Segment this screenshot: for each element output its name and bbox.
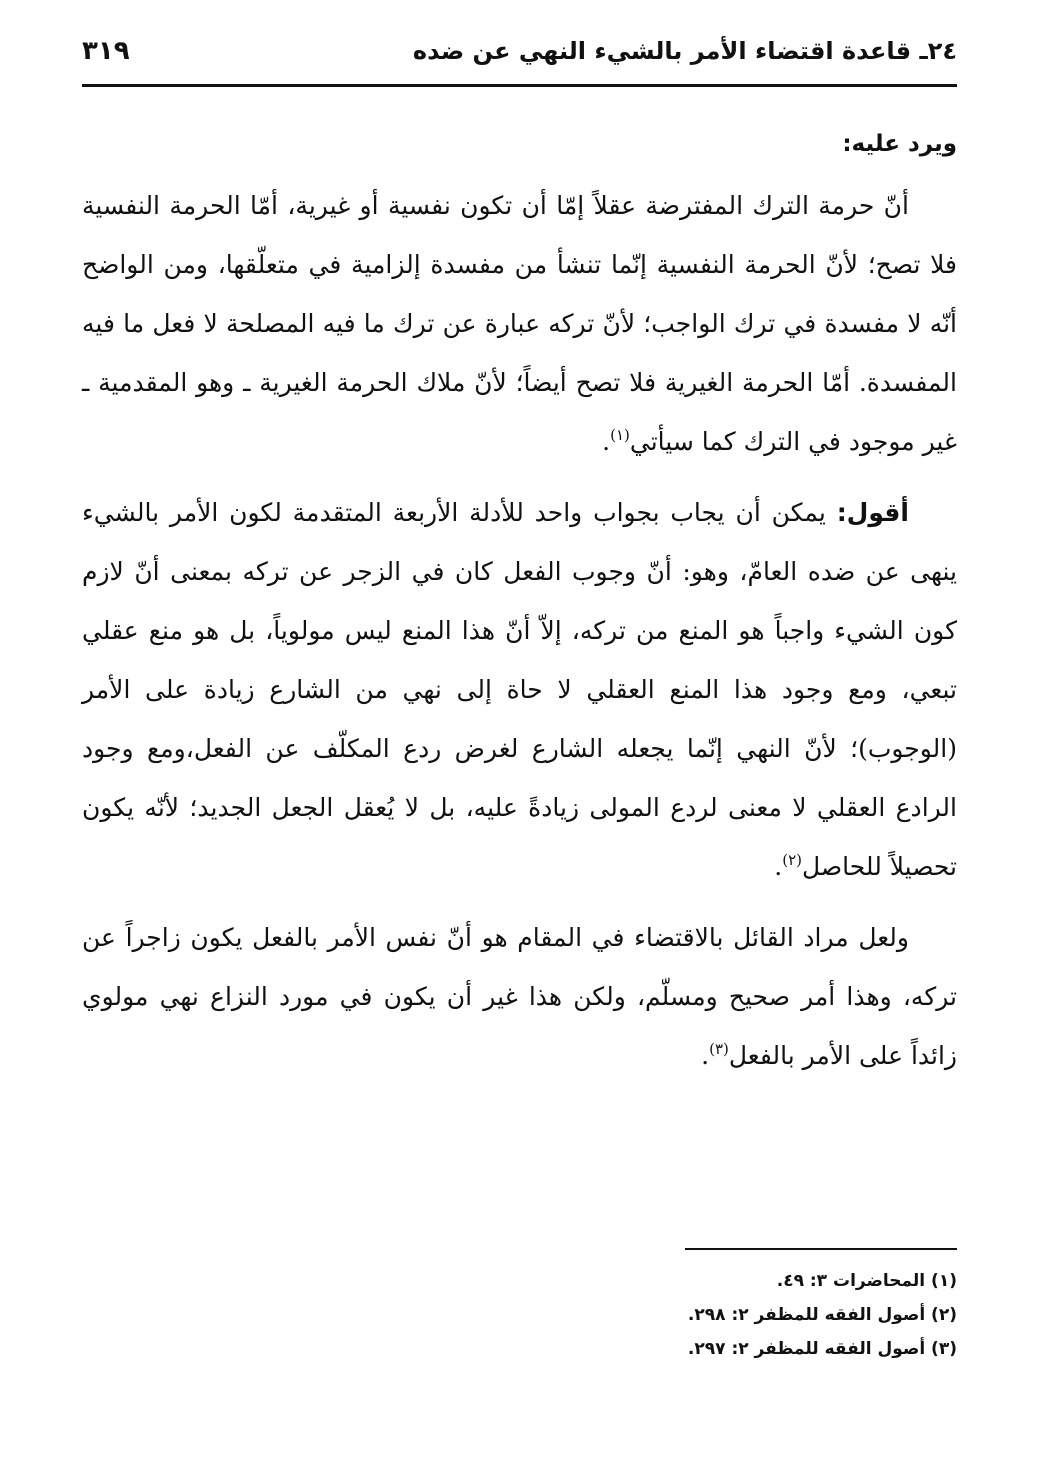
- paragraph-text: يمكن أن يجاب بجواب واحد للأدلة الأربعة المتقدمة لكون الأمر بالشيء ينهى عن ضده العامّ، وهو: أنّ وجوب الفعل كان في الزجر عن تركه بمعنى أنّ لازم كون الشيء واجباً هو المنع من تركه، إلاّ أنّ هذا المنع ليس مولوياً، بل هو منع عقلي تبعي، ومع وجود هذا المنع العقلي لا حاة إلى نهي من الشارع زيادة على الأمر (الوجوب)؛ لأنّ النهي إنّما يجعله الشارع لغرض ردع المكلّف عن الفعل،ومع وجود الرادع العقلي لا معنى لردع المولى زيادةً عليه، بل لا يُعقل الجعل الجديد؛ لأنّه يكون تحصيلاً للحاصل: [82, 498, 957, 881]
- header-divider: [82, 84, 957, 87]
- footnote-3: (٣) أصول الفقه للمظفر ٢: ٢٩٧.: [687, 1339, 957, 1359]
- footnote-reference[interactable]: (٣): [709, 1040, 729, 1058]
- paragraph-end: .: [701, 1041, 710, 1070]
- running-title: ٢٤ـ قاعدة اقتضاء الأمر بالشيء النهي عن ضده: [412, 37, 957, 65]
- paragraph-end: .: [602, 427, 611, 456]
- page-number: ٣١٩: [82, 36, 130, 66]
- paragraph-text: أنّ حرمة الترك المفترضة عقلاً إمّا أن تكون نفسية أو غيرية، أمّا الحرمة النفسية فلا تصح؛ لأنّ الحرمة النفسية إنّما تنشأ من مفسدة إلزامية في متعلّقها، ومن الواضح أنّه لا مفسدة في ترك الواجب؛ لأنّ تركه عبارة عن ترك ما فيه المصلحة لا فعل ما فيه المفسدة. أمّا الحرمة الغيرية فلا تصح أيضاً؛ لأنّ ملاك الحرمة الغيرية ـ وهو المقدمية ـ غير موجود في الترك كما سيأتي: [82, 191, 957, 456]
- paragraph-conclusion: [82, 908, 957, 1085]
- lead-word: أقول:: [836, 498, 909, 527]
- footnote-reference[interactable]: (٢): [782, 851, 802, 869]
- section-subheading: ويرد عليه:: [842, 131, 957, 157]
- footnotes: [82, 1264, 957, 1366]
- footnote-1: (١) المحاضرات ٣: ٤٩.: [776, 1271, 957, 1291]
- paragraph-end: .: [774, 852, 783, 881]
- footnote-reference[interactable]: (١): [610, 426, 630, 444]
- paragraph-response: [82, 483, 957, 896]
- footnote-divider: [685, 1248, 957, 1250]
- paragraph-text: ولعل مراد القائل بالاقتضاء في المقام هو أنّ نفس الأمر بالفعل يكون زاجراً عن تركه، وهذا أمر صحيح ومسلّم، ولكن هذا غير أن يكون في مورد النزاع نهي مولوي زائداً على الأمر بالفعل: [82, 923, 957, 1070]
- footnote-2: (٢) أصول الفقه للمظفر ٢: ٢٩٨.: [687, 1305, 957, 1325]
- page-header: [82, 30, 957, 82]
- main-text: [82, 118, 957, 1085]
- paragraph-objection: [82, 176, 957, 471]
